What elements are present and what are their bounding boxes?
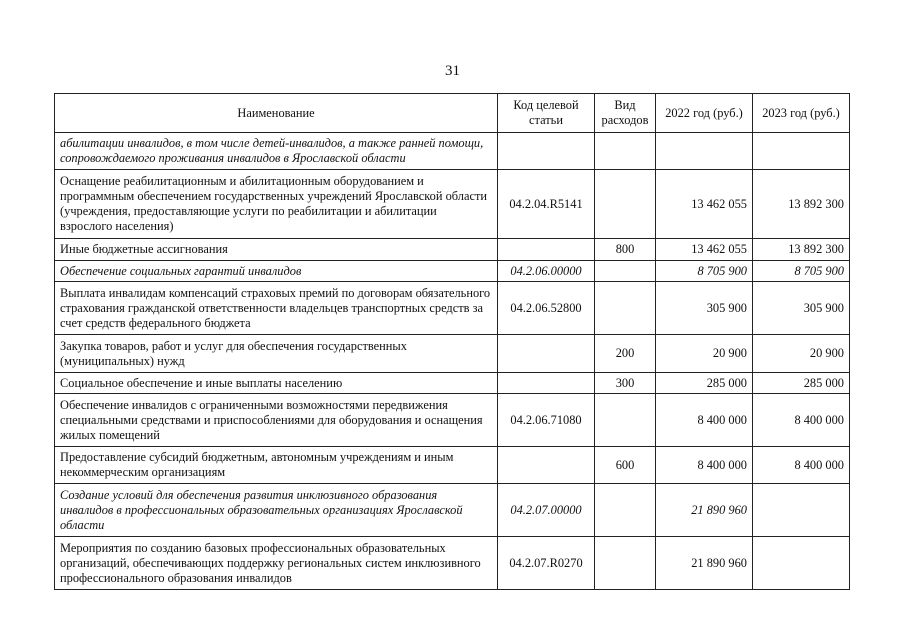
header-2023: 2023 год (руб.) — [753, 94, 850, 133]
table-row — [55, 170, 850, 239]
cell-type — [595, 282, 656, 335]
cell-2023: 285 000 — [753, 373, 850, 394]
cell-2023: 8 705 900 — [753, 261, 850, 282]
cell-type — [595, 484, 656, 537]
header-name: Наименование — [55, 94, 498, 133]
cell-type: 800 — [595, 239, 656, 261]
cell-2023: 13 892 300 — [753, 239, 850, 261]
budget-table — [54, 93, 850, 590]
cell-2022: 21 890 960 — [656, 537, 753, 590]
cell-code: 04.2.04.R5141 — [498, 170, 595, 239]
cell-2023: 8 400 000 — [753, 447, 850, 484]
cell-name: Социальное обеспечение и иные выплаты населению — [55, 373, 498, 394]
cell-type: 300 — [595, 373, 656, 394]
table-row — [55, 282, 850, 335]
cell-2023: 20 900 — [753, 335, 850, 373]
cell-2022 — [656, 133, 753, 170]
table-row — [55, 373, 850, 394]
cell-code — [498, 133, 595, 170]
cell-name: Оснащение реабилитационным и абилитационным оборудованием и программным обеспечением государственных учреждений Ярославской области (учреждения, предоставляющие услуги по реабилитации и абилитации взрослого населения) — [55, 170, 498, 239]
cell-name: Иные бюджетные ассигнования — [55, 239, 498, 261]
cell-name: Выплата инвалидам компенсаций страховых премий по договорам обязательного страхования гражданской ответственности владельцев транспортных средств за счет средств федерального бюджета — [55, 282, 498, 335]
cell-type — [595, 170, 656, 239]
table-row — [55, 394, 850, 447]
cell-name: абилитации инвалидов, в том числе детей-инвалидов, а также ранней помощи, сопровождаемого проживания инвалидов в Ярославской области — [55, 133, 498, 170]
cell-2023: 13 892 300 — [753, 170, 850, 239]
cell-type — [595, 133, 656, 170]
table-row — [55, 447, 850, 484]
table-row — [55, 261, 850, 282]
cell-code — [498, 335, 595, 373]
cell-type — [595, 537, 656, 590]
table-header-row — [55, 94, 850, 133]
cell-code — [498, 447, 595, 484]
cell-type: 200 — [595, 335, 656, 373]
cell-name: Предоставление субсидий бюджетным, автономным учреждениям и иным некоммерческим организациям — [55, 447, 498, 484]
cell-2022: 20 900 — [656, 335, 753, 373]
table-row — [55, 335, 850, 373]
cell-type: 600 — [595, 447, 656, 484]
cell-code: 04.2.06.52800 — [498, 282, 595, 335]
cell-code: 04.2.06.00000 — [498, 261, 595, 282]
cell-2022: 8 400 000 — [656, 447, 753, 484]
cell-name: Создание условий для обеспечения развития инклюзивного образования инвалидов в профессиональных образовательных организациях Ярославской области — [55, 484, 498, 537]
cell-code: 04.2.07.R0270 — [498, 537, 595, 590]
cell-2023 — [753, 537, 850, 590]
cell-name: Обеспечение инвалидов с ограниченными возможностями передвижения специальными средствами и приспособлениями для оборудования и оснащения жилых помещений — [55, 394, 498, 447]
table-row — [55, 133, 850, 170]
header-code: Код целевой статьи — [498, 94, 595, 133]
cell-2022: 13 462 055 — [656, 239, 753, 261]
table-row — [55, 537, 850, 590]
cell-2023: 305 900 — [753, 282, 850, 335]
cell-2022: 8 705 900 — [656, 261, 753, 282]
cell-name: Обеспечение социальных гарантий инвалидов — [55, 261, 498, 282]
cell-type — [595, 394, 656, 447]
header-2022: 2022 год (руб.) — [656, 94, 753, 133]
cell-code: 04.2.06.71080 — [498, 394, 595, 447]
cell-name: Мероприятия по созданию базовых профессиональных образовательных организаций, обеспечивающих поддержку региональных систем инклюзивного профессионального образования инвалидов — [55, 537, 498, 590]
cell-2023: 8 400 000 — [753, 394, 850, 447]
cell-code: 04.2.07.00000 — [498, 484, 595, 537]
cell-2023 — [753, 133, 850, 170]
cell-type — [595, 261, 656, 282]
cell-code — [498, 373, 595, 394]
cell-2022: 21 890 960 — [656, 484, 753, 537]
cell-2022: 285 000 — [656, 373, 753, 394]
table-row — [55, 239, 850, 261]
header-type: Вид расходов — [595, 94, 656, 133]
cell-2022: 13 462 055 — [656, 170, 753, 239]
page-number: 31 — [445, 63, 460, 79]
cell-2022: 305 900 — [656, 282, 753, 335]
cell-2022: 8 400 000 — [656, 394, 753, 447]
cell-2023 — [753, 484, 850, 537]
cell-code — [498, 239, 595, 261]
table-row — [55, 484, 850, 537]
cell-name: Закупка товаров, работ и услуг для обеспечения государственных (муниципальных) нужд — [55, 335, 498, 373]
